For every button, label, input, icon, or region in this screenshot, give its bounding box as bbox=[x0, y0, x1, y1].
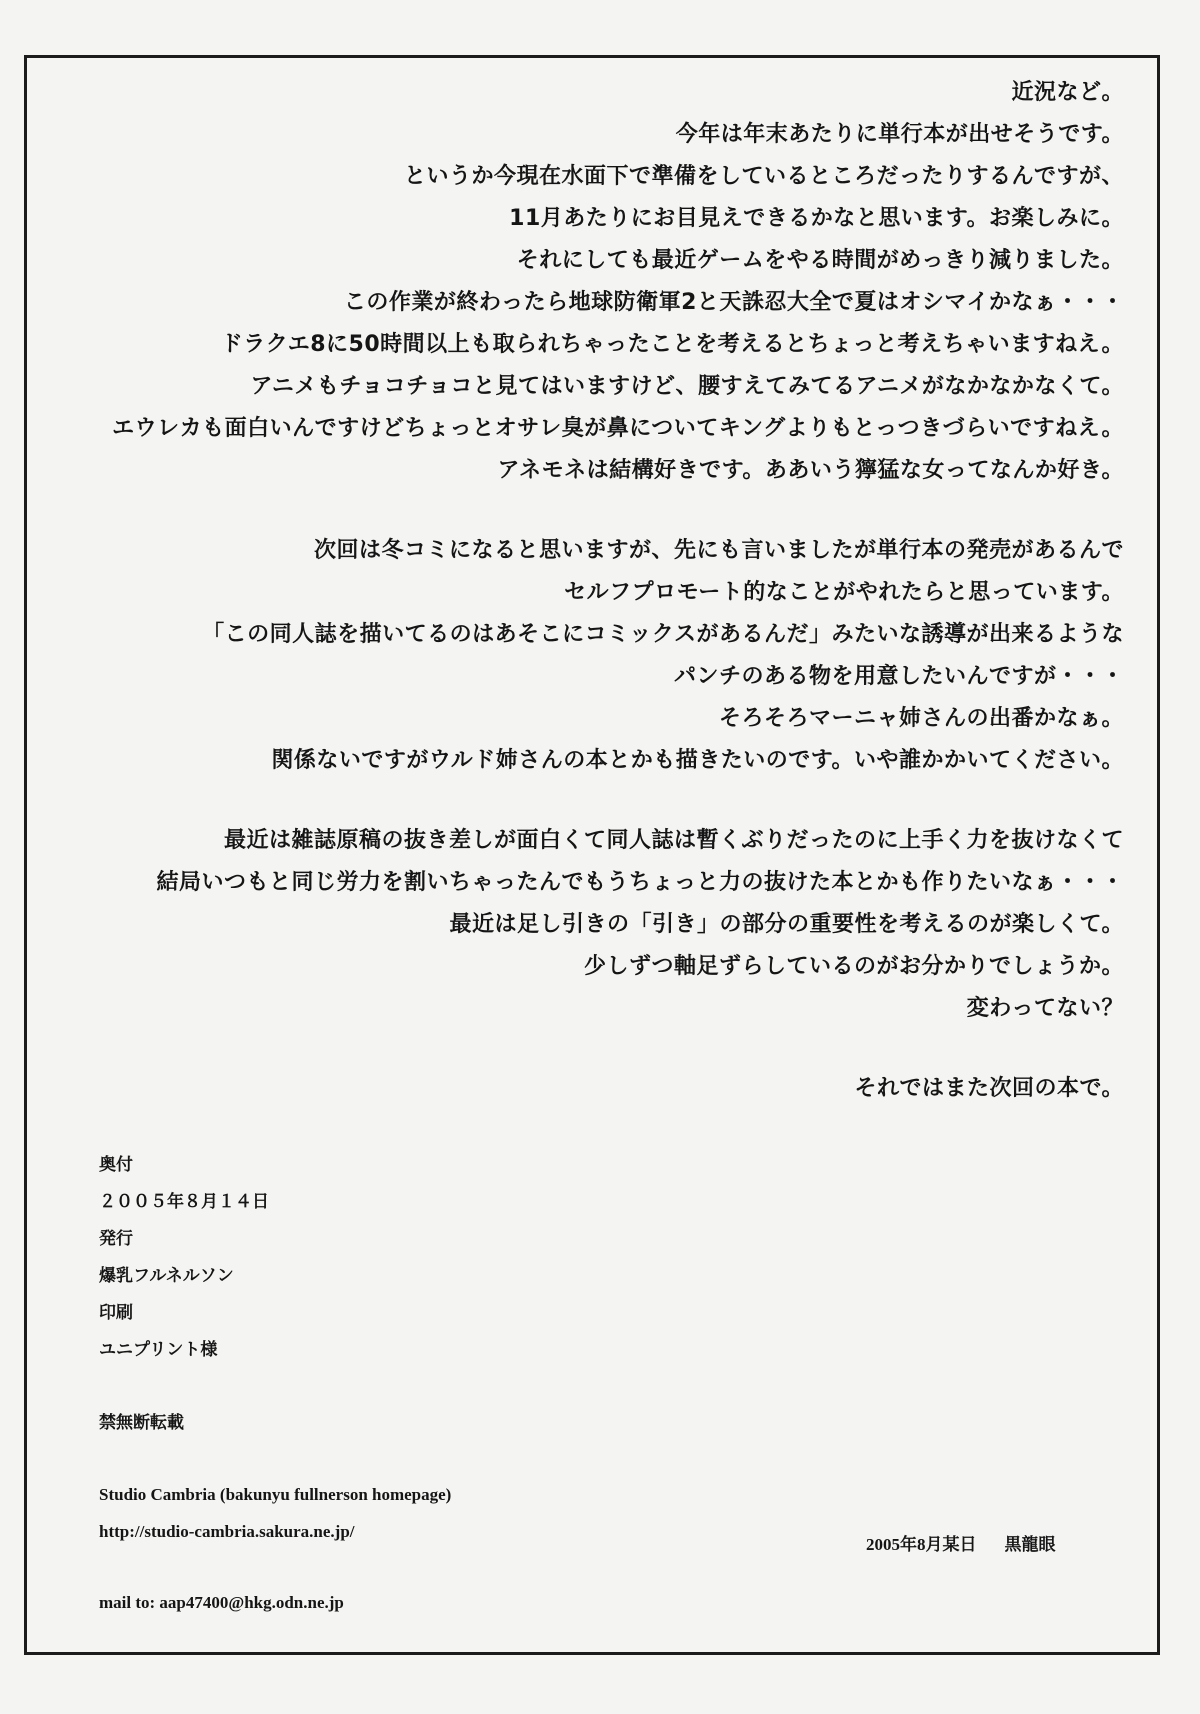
afterword-closing: それではまた次回の本で。 bbox=[854, 1076, 1124, 1101]
afterword-line: 変わってない？ bbox=[966, 996, 1124, 1021]
site-url-link[interactable]: http://studio-cambria.sakura.ne.jp/ bbox=[99, 1522, 355, 1541]
paragraph-gap bbox=[44, 1030, 1124, 1068]
copyright-notice: 禁無断転載 bbox=[99, 1413, 184, 1433]
issue-date: ２００５年８月１４日 bbox=[99, 1192, 269, 1212]
signature-author: 黒龍眼 bbox=[1004, 1535, 1056, 1554]
afterword-text bbox=[44, 72, 1124, 1110]
paragraph-gap bbox=[44, 782, 1124, 820]
colophon-gap bbox=[99, 1369, 269, 1405]
mail-link[interactable]: mail to: aap47400@hkg.odn.ne.jp bbox=[99, 1593, 344, 1612]
afterword-line: 関係ないですがウルド姉さんの本とかも描きたいのです。いや誰かかいてください。 bbox=[271, 748, 1124, 773]
credits-gap bbox=[99, 1550, 451, 1584]
afterword-line: 最近は雑誌原稿の抜き差しが面白くて同人誌は暫くぶりだったのに上手く力を抜けなくて bbox=[223, 828, 1124, 853]
signature bbox=[866, 1530, 1056, 1555]
print-label: 印刷 bbox=[99, 1303, 133, 1323]
afterword-line: エウレカも面白いんですけどちょっとオサレ臭が鼻についてキングよりもとっつきづらいですねえ。 bbox=[112, 416, 1124, 441]
afterword-line: ドラクエ8に50時間以上も取られちゃったことを考えるとちょっと考えちゃいますねえ。 bbox=[220, 332, 1124, 357]
afterword-line: 11月あたりにお目見えできるかなと思います。お楽しみに。 bbox=[509, 206, 1124, 231]
afterword-line: アニメもチョコチョコと見てはいますけど、腰すえてみてるアニメがなかなかなくて。 bbox=[250, 374, 1124, 399]
afterword-line: 少しずつ軸足ずらしているのがお分かりでしょうか。 bbox=[583, 954, 1124, 979]
afterword-line: 「この同人誌を描いてるのはあそこにコミックスがあるんだ」みたいな誘導が出来るような bbox=[202, 622, 1124, 647]
site-name: Studio Cambria (bakunyu fullnerson homepage) bbox=[99, 1485, 452, 1504]
afterword-line: そろそろマーニャ姉さんの出番かなぁ。 bbox=[718, 706, 1124, 731]
afterword-line: 近況など。 bbox=[1011, 80, 1124, 105]
afterword-line: それにしても最近ゲームをやる時間がめっきり減りました。 bbox=[516, 248, 1124, 273]
publish-label: 発行 bbox=[99, 1229, 133, 1249]
paragraph-gap bbox=[44, 492, 1124, 530]
afterword-line: セルフプロモート的なことがやれたらと思っています。 bbox=[564, 580, 1124, 605]
afterword-line: 結局いつもと同じ労力を割いちゃったんでもうちょっと力の抜けた本とかも作りたいなぁ・・・ bbox=[156, 870, 1124, 895]
printer-name: ユニプリント様 bbox=[99, 1340, 218, 1360]
afterword-line: パンチのある物を用意したいんですが・・・ bbox=[673, 664, 1124, 689]
colophon bbox=[99, 1147, 269, 1442]
afterword-line: この作業が終わったら地球防衛軍2と天誅忍大全で夏はオシマイかなぁ・・・ bbox=[343, 290, 1124, 315]
signature-date: 2005年8月某日 bbox=[866, 1535, 977, 1554]
colophon-heading: 奥付 bbox=[99, 1155, 133, 1175]
credits bbox=[99, 1476, 451, 1621]
afterword-line: 今年は年末あたりに単行本が出せそうです。 bbox=[675, 122, 1124, 147]
afterword-line: 最近は足し引きの「引き」の部分の重要性を考えるのが楽しくて。 bbox=[449, 912, 1124, 937]
afterword-line: というか今現在水面下で準備をしているところだったりするんですが、 bbox=[403, 164, 1124, 189]
afterword-line: アネモネは結構好きです。ああいう獰猛な女ってなんか好き。 bbox=[497, 458, 1124, 483]
afterword-line: 次回は冬コミになると思いますが、先にも言いましたが単行本の発売があるんで bbox=[313, 538, 1124, 563]
publisher-name: 爆乳フルネルソン bbox=[99, 1266, 234, 1286]
